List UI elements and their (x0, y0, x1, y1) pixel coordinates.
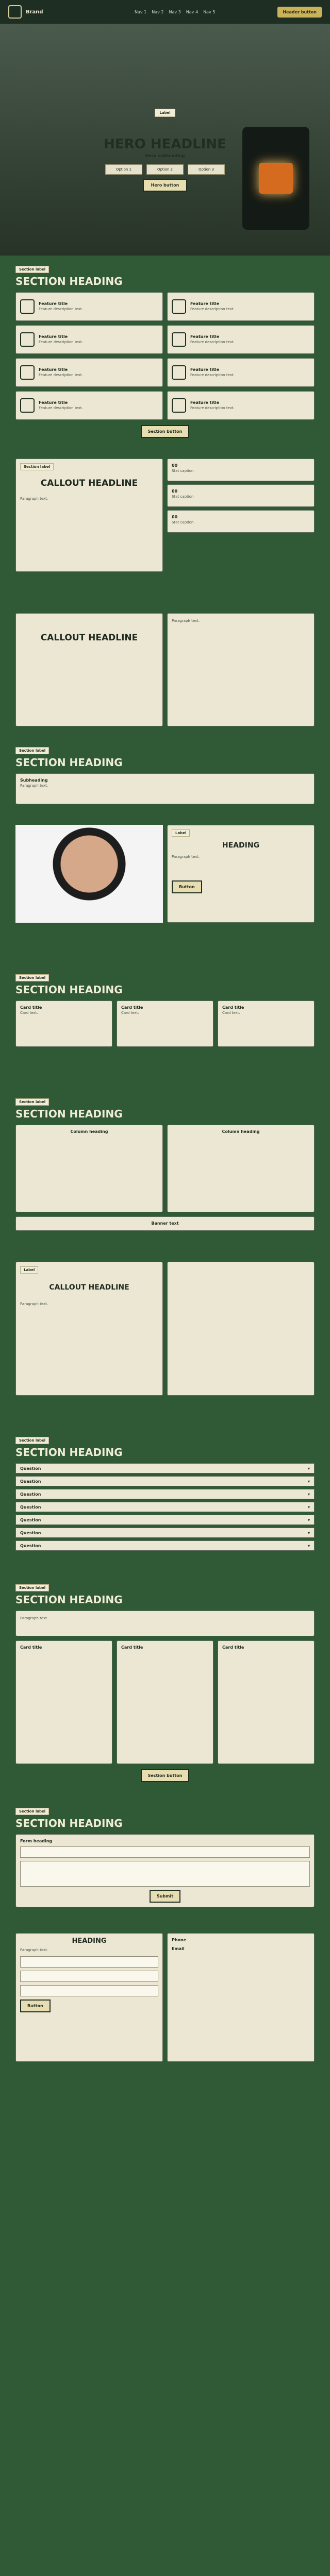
hero-option[interactable]: Option 3 (188, 164, 225, 175)
section-tag: Section label (20, 463, 54, 470)
stats-section (0, 448, 330, 582)
tech-section (0, 582, 330, 737)
submit-button[interactable]: Submit (150, 1890, 180, 1903)
section-title: SECTION HEADING (15, 275, 123, 287)
stat-value: 00 (172, 489, 178, 494)
hero-option[interactable]: Option 1 (105, 164, 142, 175)
feature-title: Feature title (39, 301, 68, 306)
chevron-down-icon: ▾ (307, 1492, 310, 1497)
faq-item[interactable] (15, 1476, 315, 1486)
reliable-grid (15, 1001, 315, 1047)
section-title: SECTION HEADING (15, 756, 123, 769)
feature-text: Feature description text. (190, 340, 235, 344)
stats-grid (15, 459, 315, 572)
chevron-down-icon: ▾ (307, 1543, 310, 1548)
feature-card (167, 358, 315, 387)
comfort-list (167, 1262, 315, 1396)
events-grid (15, 1640, 315, 1764)
hero-cta-button[interactable]: Hero button (143, 179, 188, 192)
feature-card (167, 292, 315, 321)
economy-banner-text: Banner text (151, 1221, 179, 1226)
section-title: SECTION HEADING (15, 1817, 123, 1829)
features-section (0, 256, 330, 448)
chevron-down-icon: ▾ (307, 1530, 310, 1535)
faq-item[interactable] (15, 1489, 315, 1499)
feature-icon (20, 332, 35, 347)
economy-section (0, 1057, 330, 1241)
card-text: Card text. (222, 1011, 240, 1015)
author-text: Paragraph text. (172, 855, 200, 859)
event-card (218, 1640, 315, 1764)
stat-value: 00 (172, 515, 178, 519)
features-grid (15, 292, 315, 420)
feature-title: Feature title (190, 400, 220, 405)
news-section (0, 1792, 330, 1918)
stats-callout (15, 459, 163, 572)
phone[interactable]: Phone (172, 1938, 187, 1942)
section-tag: Section label (15, 266, 49, 273)
economy-right-title: Column heading (222, 1129, 260, 1134)
events-section (0, 1564, 330, 1792)
form-field[interactable] (20, 1985, 158, 1996)
contact-grid (15, 1933, 315, 2062)
author-section (0, 815, 330, 933)
event-card (15, 1640, 112, 1764)
form-title: Form heading (20, 1839, 53, 1843)
chevron-down-icon: ▾ (307, 1466, 310, 1471)
feature-text: Feature description text. (39, 405, 83, 410)
comfort-section (0, 1241, 330, 1406)
faq-question: Question (20, 1543, 41, 1548)
stats-list (167, 459, 315, 572)
hero-subtitle: Hero subheading (145, 154, 185, 159)
card-title: Card title (20, 1005, 42, 1010)
feature-title: Feature title (39, 400, 68, 405)
tech-text-card (167, 613, 315, 726)
events-button[interactable]: Section button (141, 1769, 190, 1782)
economy-left-title: Column heading (70, 1129, 108, 1134)
feature-card (167, 391, 315, 420)
feature-title: Feature title (190, 367, 220, 372)
section-title: SECTION HEADING (15, 1594, 123, 1606)
faq-question: Question (20, 1466, 41, 1471)
stat-caption: Stat caption (172, 495, 194, 499)
contact-info (167, 1933, 315, 2062)
feature-title: Feature title (39, 334, 68, 339)
economy-right (167, 1125, 315, 1212)
hero-option[interactable]: Option 2 (146, 164, 184, 175)
features-button[interactable]: Section button (141, 425, 190, 438)
reliable-card (218, 1001, 315, 1047)
logo-icon[interactable] (8, 5, 22, 19)
faq-question: Question (20, 1479, 41, 1484)
hero-title: HERO HEADLINE (104, 137, 226, 152)
contact-text: Paragraph text. (20, 1948, 48, 1953)
stat-caption: Stat caption (172, 520, 194, 524)
news-form (15, 1834, 315, 1907)
reliable-section (0, 933, 330, 1057)
email[interactable]: Email (172, 1946, 185, 1951)
main-nav (76, 10, 273, 14)
author-tag: Label (172, 829, 190, 837)
faq-question: Question (20, 1517, 41, 1522)
section-tag: Section label (15, 974, 49, 981)
products-section (0, 737, 330, 815)
feature-title: Feature title (190, 301, 220, 306)
event-title: Card title (222, 1645, 244, 1650)
nav-item[interactable]: Nav 1 (135, 9, 147, 14)
section-tag: Section label (15, 1098, 49, 1106)
feature-icon (20, 299, 35, 314)
site-header (0, 0, 330, 24)
economy-banner (15, 1216, 315, 1231)
hero-badge: Label (155, 109, 175, 117)
feature-card (15, 391, 163, 420)
section-title: SECTION HEADING (15, 1108, 123, 1120)
events-intro (15, 1611, 315, 1636)
author-card (167, 825, 315, 923)
tech-text: Paragraph text. (172, 619, 200, 623)
economy-left (15, 1125, 163, 1212)
feature-icon (20, 398, 35, 413)
tech-grid (15, 613, 315, 726)
faq-item[interactable] (15, 1515, 315, 1525)
callout-text: Paragraph text. (20, 496, 48, 501)
section-tag: Section label (15, 1437, 49, 1444)
contact-section (0, 1918, 330, 2072)
feature-text: Feature description text. (39, 307, 83, 311)
author-button[interactable]: Button (172, 880, 202, 893)
comfort-tag: Label (20, 1266, 38, 1274)
faq-item[interactable] (15, 1502, 315, 1512)
form-field[interactable] (20, 1846, 310, 1858)
feature-title: Feature title (39, 367, 68, 372)
card-title: Card title (222, 1005, 244, 1010)
feature-card (15, 292, 163, 321)
feature-title: Feature title (190, 334, 220, 339)
stat-card (167, 484, 315, 507)
chevron-down-icon: ▾ (307, 1517, 310, 1522)
stat-caption: Stat caption (172, 469, 194, 473)
feature-icon (172, 299, 186, 314)
callout-headline: CALLOUT HEADLINE (40, 478, 138, 488)
contact-form (15, 1933, 163, 2062)
products-card (15, 773, 315, 804)
reliable-card (117, 1001, 213, 1047)
tech-headline: CALLOUT HEADLINE (40, 633, 138, 643)
hero-options (105, 164, 225, 175)
comfort-grid (15, 1262, 315, 1396)
stat-card (167, 459, 315, 481)
nav-item[interactable]: Nav 4 (186, 9, 199, 14)
chevron-down-icon: ▾ (307, 1504, 310, 1510)
chevron-down-icon: ▾ (307, 1479, 310, 1484)
feature-text: Feature description text. (190, 405, 235, 410)
author-title: HEADING (222, 841, 260, 850)
faq-item[interactable] (15, 1463, 315, 1473)
feature-text: Feature description text. (190, 307, 235, 311)
comfort-callout (15, 1262, 163, 1396)
faq-item[interactable] (15, 1528, 315, 1538)
stove-image (242, 127, 309, 230)
faq-section (0, 1406, 330, 1564)
card-text: Card text. (20, 1011, 38, 1015)
event-title: Card title (121, 1645, 143, 1650)
form-field[interactable] (20, 1971, 158, 1982)
feature-card (167, 325, 315, 354)
event-card (117, 1640, 213, 1764)
feature-text: Feature description text. (39, 340, 83, 344)
feature-icon (172, 398, 186, 413)
contact-button[interactable]: Button (20, 1999, 51, 2012)
brand-name: Brand (26, 9, 43, 15)
feature-text: Feature description text. (39, 372, 83, 377)
hero (0, 24, 330, 256)
event-title: Card title (20, 1645, 42, 1650)
feature-icon (172, 365, 186, 380)
faq-item[interactable] (15, 1540, 315, 1551)
card-title: Card title (121, 1005, 143, 1010)
faq-question: Question (20, 1530, 41, 1535)
feature-text: Feature description text. (190, 372, 235, 377)
message-field[interactable] (20, 1861, 310, 1887)
products-subtitle: Subheading (20, 778, 48, 783)
comfort-headline: CALLOUT HEADLINE (49, 1283, 129, 1292)
header-cta-button[interactable]: Header button (277, 7, 322, 18)
economy-grid (15, 1125, 315, 1212)
section-tag: Section label (15, 1808, 49, 1815)
author-grid (15, 825, 315, 923)
section-title: SECTION HEADING (15, 984, 123, 996)
author-photo (15, 825, 163, 923)
reliable-card (15, 1001, 112, 1047)
contact-title: HEADING (72, 1937, 107, 1945)
comfort-text: Paragraph text. (20, 1302, 48, 1307)
form-field[interactable] (20, 1956, 158, 1968)
card-text: Card text. (121, 1011, 139, 1015)
faq-question: Question (20, 1492, 41, 1497)
nav-item[interactable]: Nav 5 (203, 9, 216, 14)
section-title: SECTION HEADING (15, 1446, 123, 1459)
section-tag: Section label (15, 1584, 49, 1591)
faq-question: Question (20, 1504, 41, 1510)
nav-item[interactable]: Nav 3 (169, 9, 181, 14)
feature-card (15, 325, 163, 354)
stat-value: 00 (172, 463, 178, 468)
events-text: Paragraph text. (20, 1616, 48, 1620)
nav-item[interactable]: Nav 2 (152, 9, 164, 14)
feature-icon (172, 332, 186, 347)
products-text: Paragraph text. (20, 784, 48, 788)
stat-card (167, 510, 315, 533)
feature-icon (20, 365, 35, 380)
section-tag: Section label (15, 747, 49, 754)
feature-card (15, 358, 163, 387)
tech-callout (15, 613, 163, 726)
